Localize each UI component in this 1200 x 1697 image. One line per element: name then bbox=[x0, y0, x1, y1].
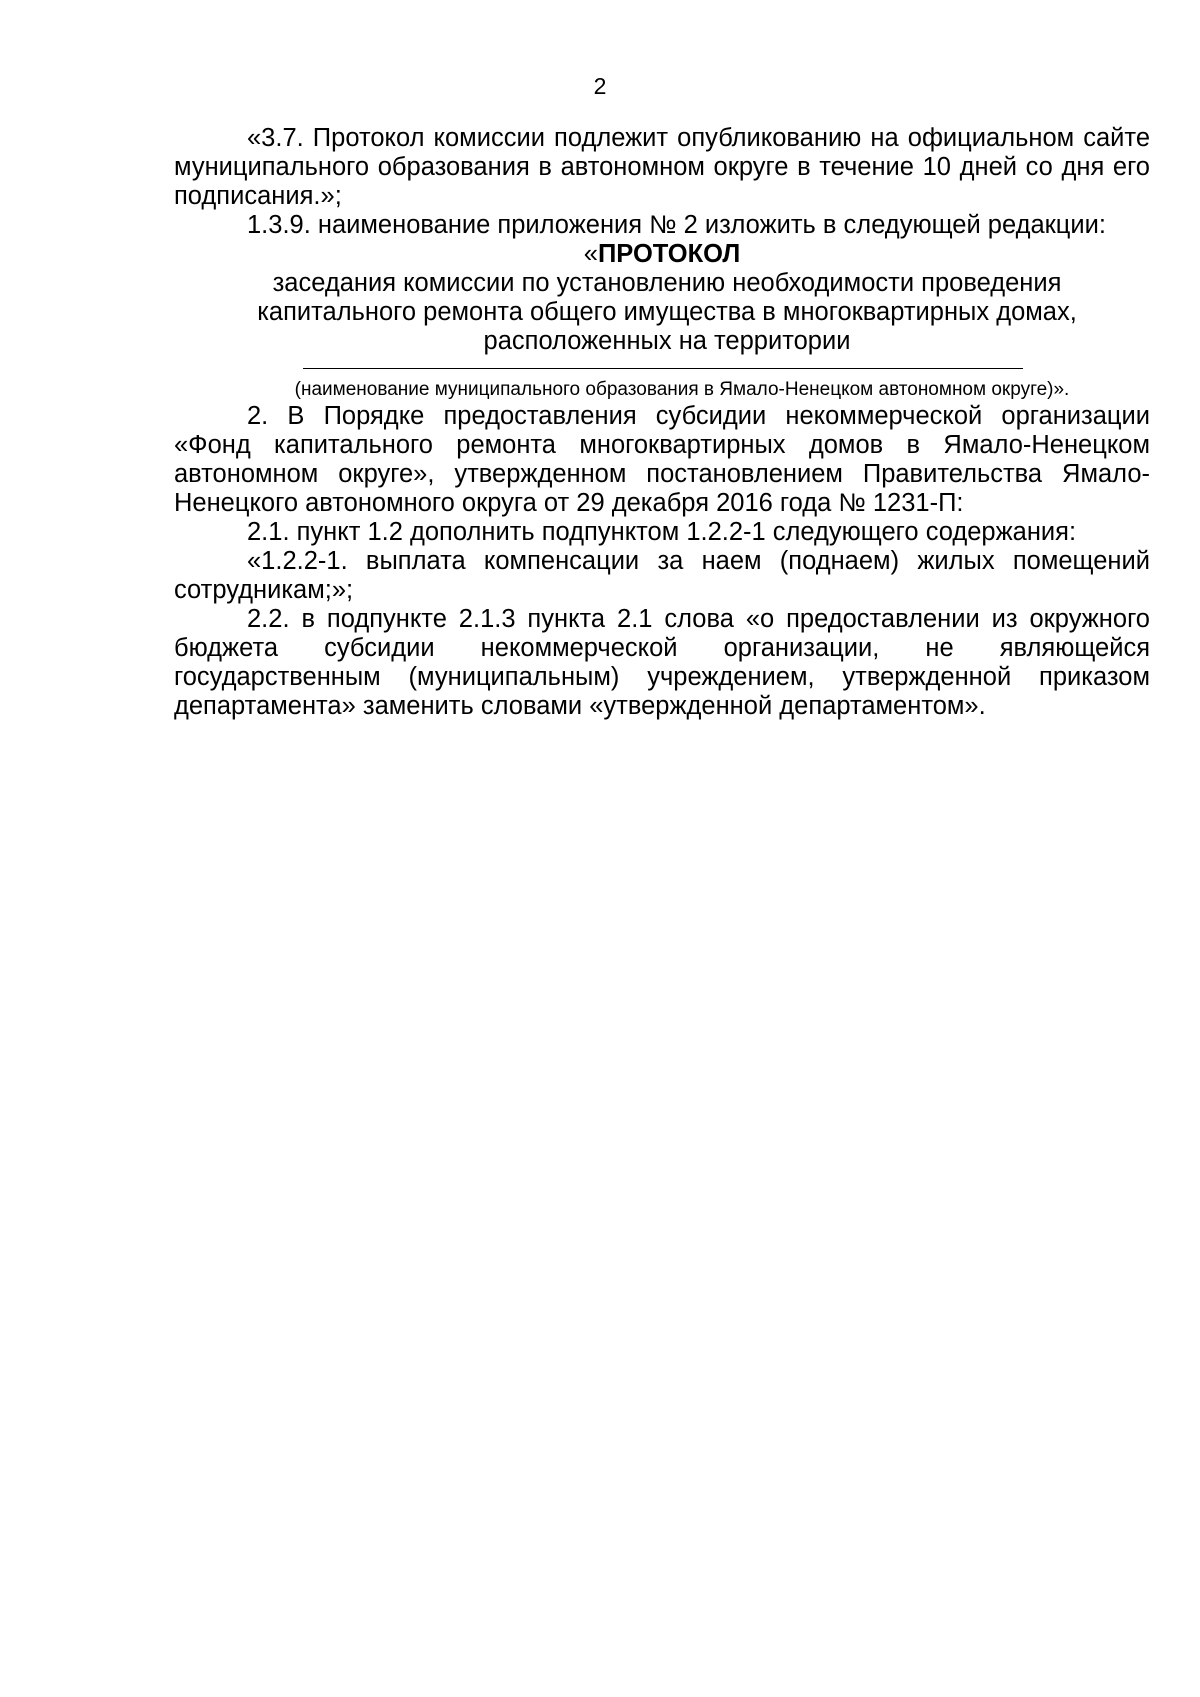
paragraph-2-1: 2.1. пункт 1.2 дополнить подпунктом 1.2.2-1 следующего содержания: bbox=[247, 518, 1077, 546]
blank-line-row bbox=[174, 360, 1150, 374]
blank-underline bbox=[303, 368, 1023, 369]
protocol-heading bbox=[174, 240, 1150, 269]
protocol-title: ПРОТОКОЛ bbox=[597, 240, 741, 268]
municipality-note: (наименование муниципального образования в Ямало-Ненецком автономном округе)». bbox=[294, 379, 1070, 400]
paragraph-2: 2. В Порядке предоставления субсидии некоммерческой организации «Фонд капитального ремонта многоквартирных домов в Ямало-Ненецком автономном округе», утвержденном постановлением Правительства Ямало-Ненецкого автономного округа от 29 декабря 2016 года № 1231-П: bbox=[174, 402, 1150, 517]
page-number: 2 bbox=[593, 73, 607, 99]
paragraph-1-2-2-1: «1.2.2-1. выплата компенсации за наем (поднаем) жилых помещений сотрудникам;»; bbox=[174, 547, 1150, 604]
paragraph-2-2: 2.2. в подпункте 2.1.3 пункта 2.1 слова «о предоставлении из окружного бюджета субсидии некоммерческой организации, не являющейся государственным (муниципальным) учреждением, утвержденной приказом департамента» заменить словами «утвержденной департаментом». bbox=[174, 605, 1150, 720]
protocol-subtitle bbox=[174, 269, 1150, 356]
document-body bbox=[174, 124, 1150, 721]
paragraph-1-3-9: 1.3.9. наименование приложения № 2 изложить в следующей редакции: bbox=[247, 211, 1106, 239]
protocol-open-quote: « bbox=[583, 240, 598, 268]
protocol-line-3: расположенных на территории bbox=[483, 327, 851, 355]
protocol-line-2: капитального ремонта общего имущества в многоквартирных домах, bbox=[257, 298, 1077, 326]
paragraph-3-7: «3.7. Протокол комиссии подлежит опубликованию на официальном сайте муниципального образования в автономном округе в течение 10 дней со дня его подписания.»; bbox=[174, 124, 1150, 210]
protocol-line-1: заседания комиссии по установлению необходимости проведения bbox=[272, 269, 1062, 297]
